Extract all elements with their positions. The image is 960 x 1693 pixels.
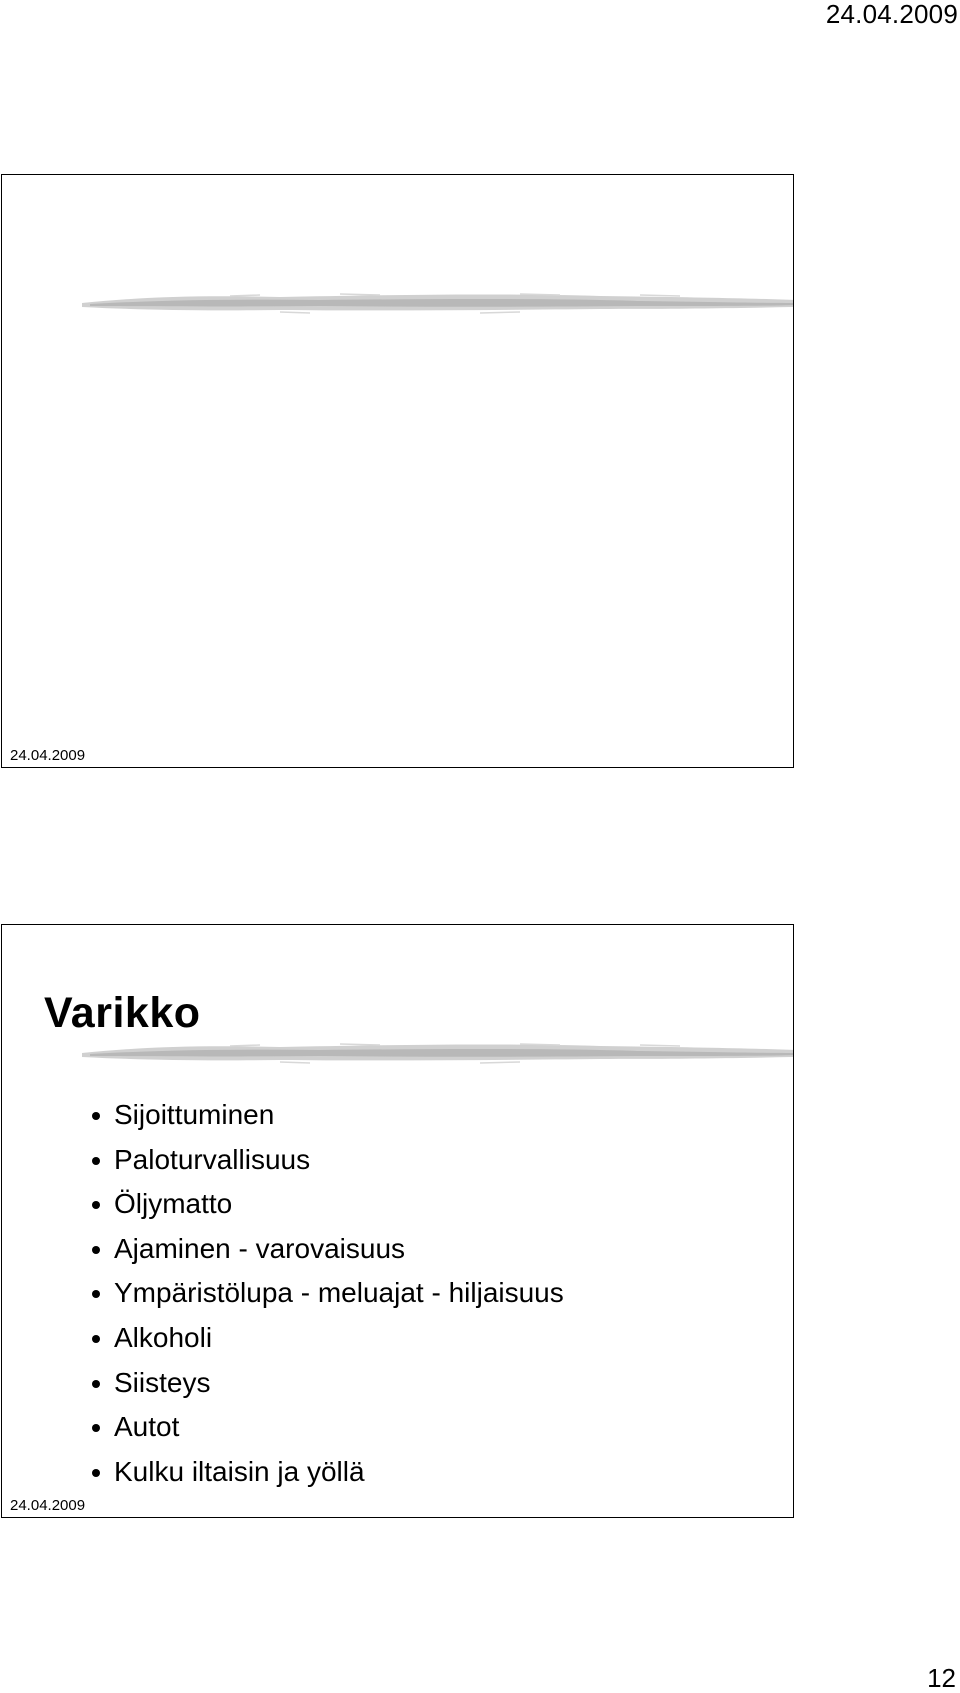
list-item: Siisteys xyxy=(92,1361,564,1406)
slide-title: Varikko xyxy=(44,989,201,1037)
brush-stroke-divider xyxy=(80,289,794,319)
list-item: Sijoittuminen xyxy=(92,1093,564,1138)
slide-date: 24.04.2009 xyxy=(10,1497,86,1514)
list-item: Öljymatto xyxy=(92,1182,564,1227)
brush-stroke-divider xyxy=(80,1039,794,1069)
list-item: Alkoholi xyxy=(92,1316,564,1361)
list-item: Ajaminen - varovaisuus xyxy=(92,1227,564,1272)
slide-2 xyxy=(1,924,794,1518)
list-item: Paloturvallisuus xyxy=(92,1138,564,1183)
list-item: Kulku iltaisin ja yöllä xyxy=(92,1450,564,1495)
bullet-list xyxy=(92,1093,564,1494)
slide-1 xyxy=(1,174,794,768)
slide-date: 24.04.2009 xyxy=(10,747,86,764)
page-header-date: 24.04.2009 xyxy=(825,0,958,29)
list-item: Ympäristölupa - meluajat - hiljaisuus xyxy=(92,1271,564,1316)
list-item: Autot xyxy=(92,1405,564,1450)
page-number: 12 xyxy=(927,1663,956,1693)
